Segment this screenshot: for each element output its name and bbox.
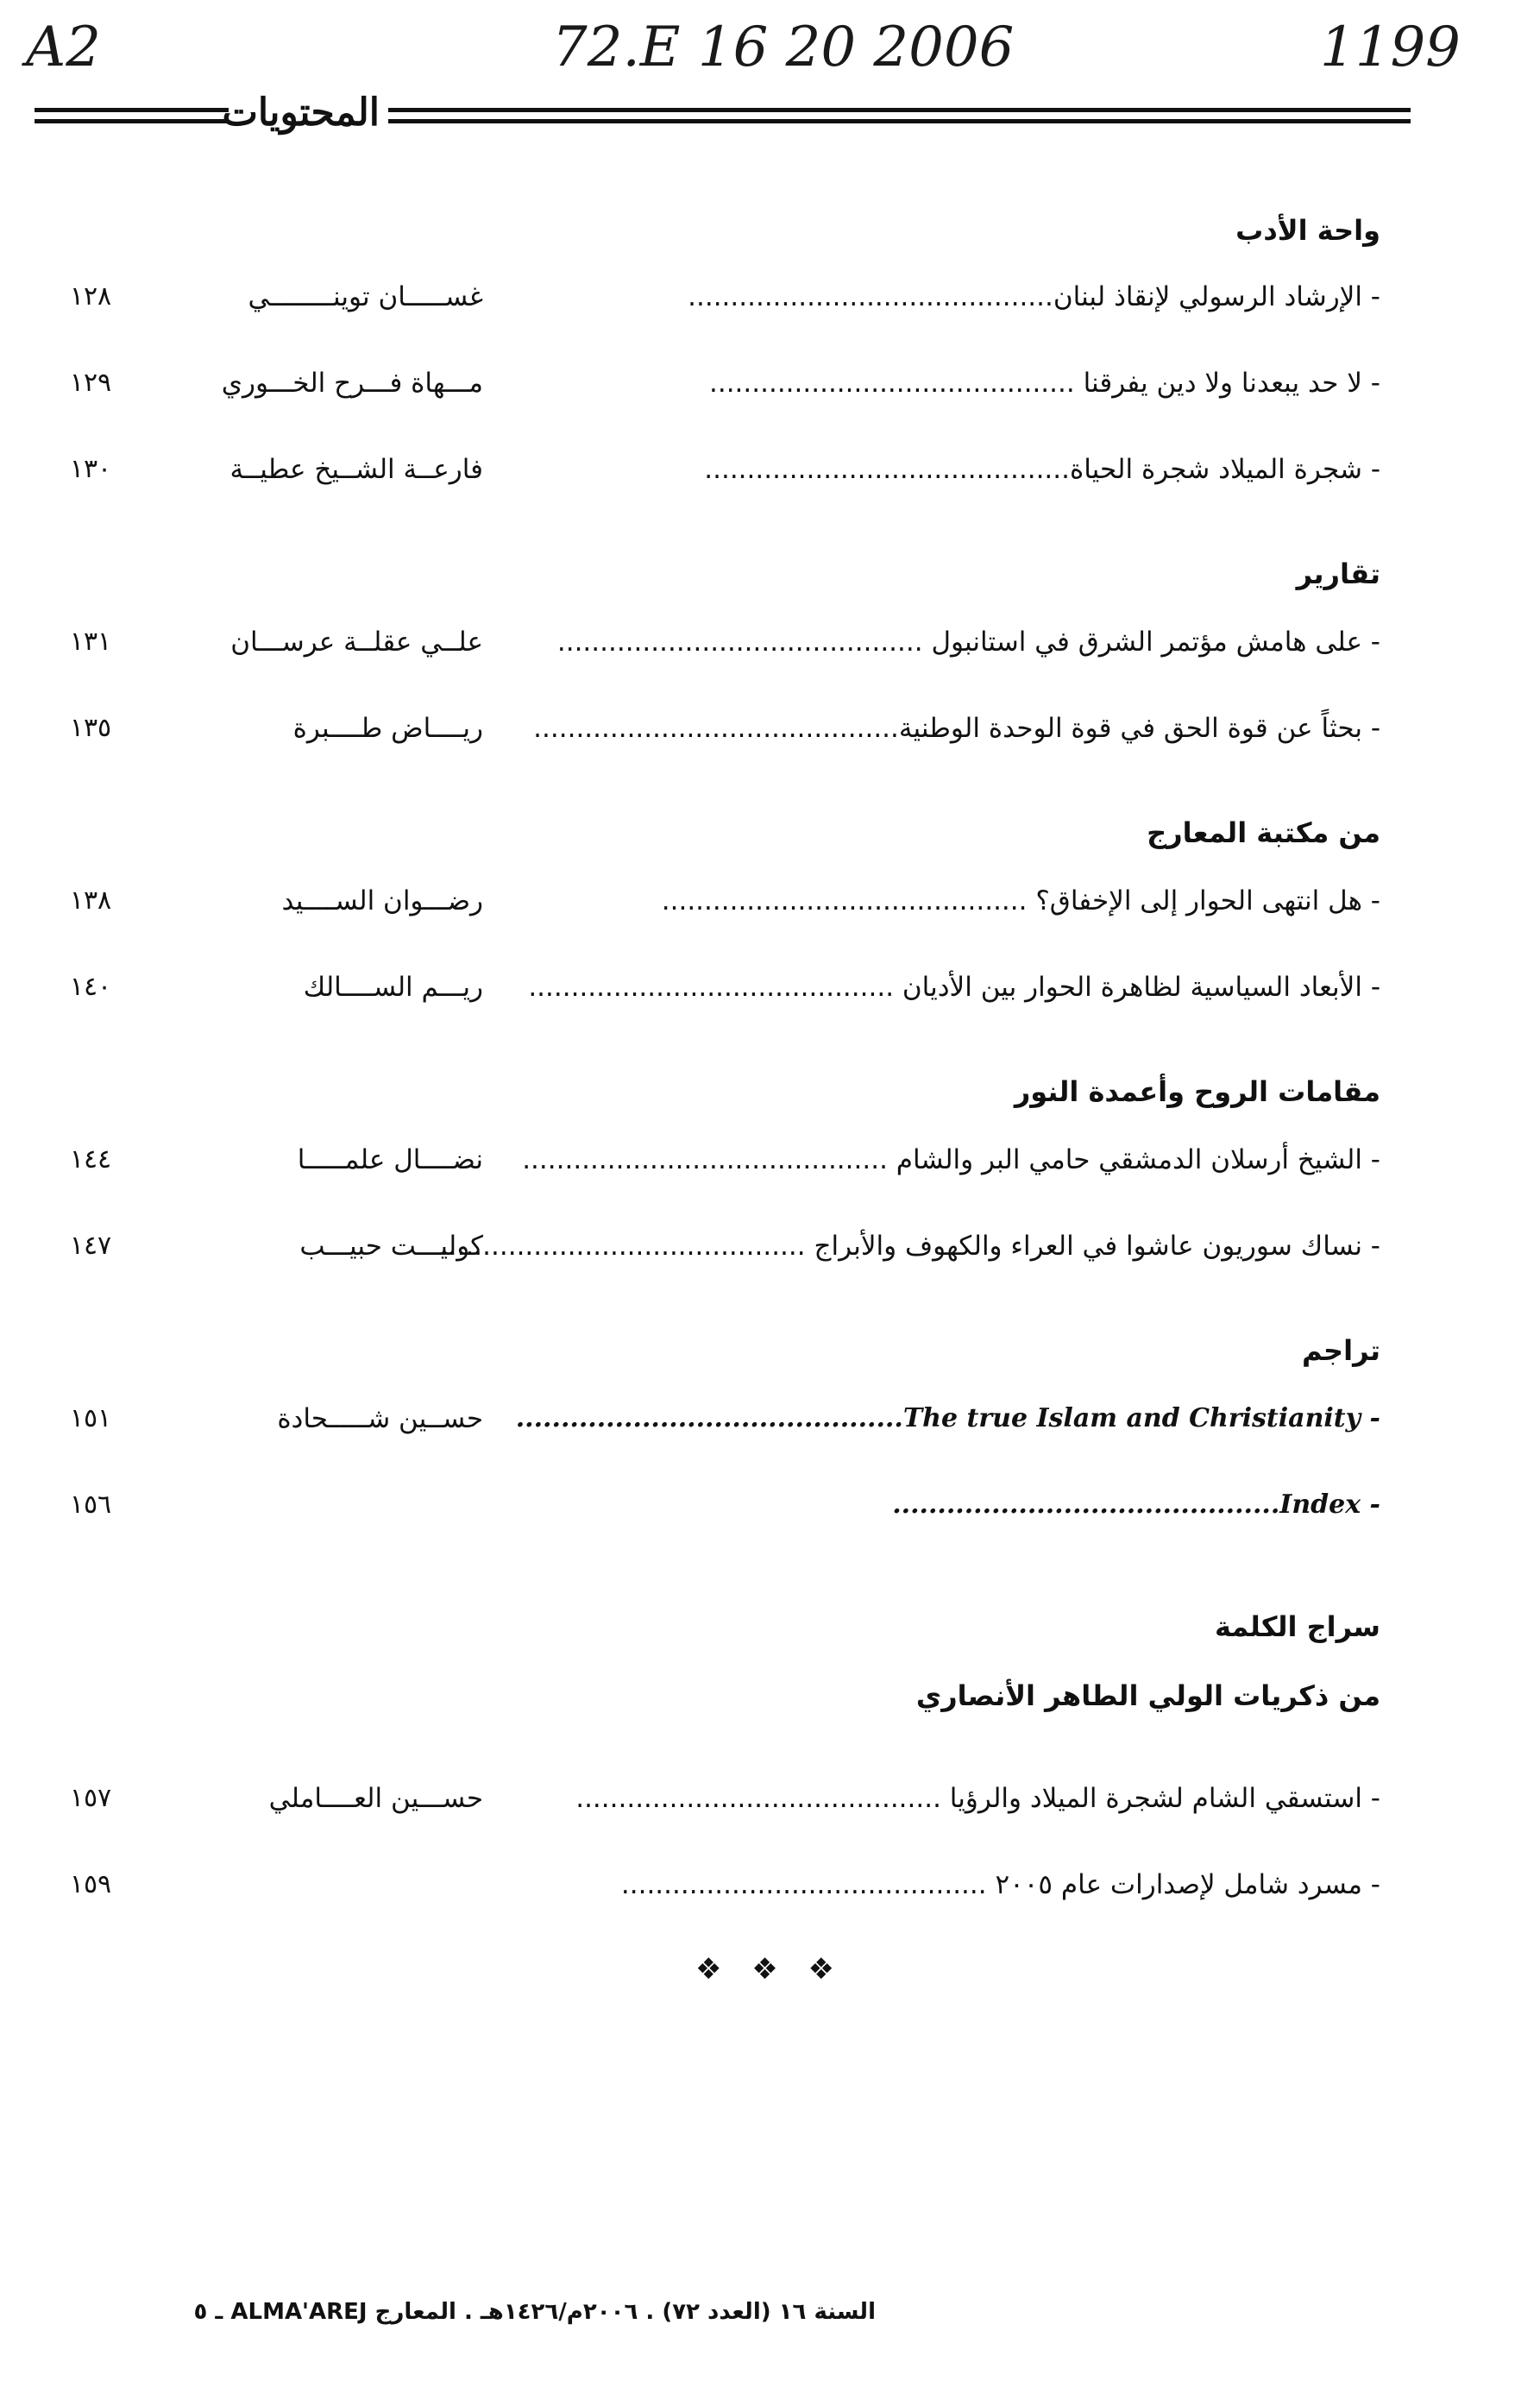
section-title: مقامات الروح وأعمدة النور: [1014, 1075, 1380, 1108]
entry-title: - لا حد يبعدنا ولا دين يفرقنا ...........................................: [709, 368, 1380, 399]
header-rule-right: [388, 108, 1411, 123]
entry-title: - The true Islam and Christianity...........................................: [515, 1403, 1380, 1433]
toc-entry[interactable]: [0, 627, 1540, 670]
entry-author: ريـــم الســــالك: [303, 972, 483, 1003]
subsection-title: من ذكريات الولي الطاهر الأنصاري: [915, 1679, 1380, 1712]
entry-author: ريــــاض طــــبرة: [292, 713, 483, 744]
section-title: تقارير: [1296, 557, 1380, 590]
entry-title: - بحثاً عن قوة الحق في قوة الوحدة الوطنية...........................................: [533, 713, 1380, 744]
toc-entry[interactable]: [0, 1783, 1540, 1826]
entry-author: مـــهاة فـــرح الخـــوري: [221, 368, 483, 399]
entry-title: - مسرد شامل لإصدارات عام ٢٠٠٥ ...........................................: [620, 1869, 1380, 1900]
entry-page-number: ١٢٨: [69, 281, 112, 312]
handwritten-note-left: A2: [26, 16, 101, 79]
entry-page-number: ١٥٧: [69, 1783, 112, 1813]
entry-title: - هل انتهى الحوار إلى الإخفاق؟ ...........................................: [661, 885, 1380, 916]
entry-page-number: ١٤٧: [69, 1231, 112, 1261]
toc-entry[interactable]: [0, 1403, 1540, 1446]
entry-author: حســـين العــــاملي: [268, 1783, 483, 1814]
entry-title: - استسقي الشام لشجرة الميلاد والرؤيا ...........................................: [575, 1783, 1380, 1814]
toc-entry[interactable]: [0, 972, 1540, 1015]
entry-author: رضـــوان الســــيد: [281, 885, 483, 916]
entry-author: فارعــة الشــيخ عطيــة: [229, 454, 483, 485]
entry-title: - الإرشاد الرسولي لإنقاذ لبنان...........................................: [688, 281, 1380, 312]
entry-title: - الشيخ أرسلان الدمشقي حامي البر والشام ...........................................: [522, 1144, 1380, 1175]
entry-author: نضــــال علمـــــا: [297, 1144, 483, 1175]
handwritten-note-right: 1199: [1320, 16, 1461, 79]
entry-page-number: ١٣١: [69, 627, 112, 657]
entry-title: - Index...........................................: [892, 1490, 1380, 1520]
toc-entry[interactable]: [0, 885, 1540, 929]
entry-page-number: ١٥٩: [69, 1869, 112, 1899]
entry-page-number: ١٣٠: [69, 454, 112, 484]
toc-entry[interactable]: [0, 1869, 1540, 1912]
entry-page-number: ١٣٨: [69, 885, 112, 916]
toc-entry[interactable]: [0, 1490, 1540, 1533]
entry-author: حســين شـــــحادة: [277, 1403, 483, 1434]
entry-author: علــي عقلــة عرســـان: [230, 627, 483, 658]
section-title: واحة الأدب: [1235, 214, 1380, 247]
entry-page-number: ١٥١: [69, 1403, 112, 1433]
entry-page-number: ١٤٤: [69, 1144, 112, 1175]
entry-author: غســـــان توينــــــــي: [248, 281, 483, 312]
entry-page-number: ١٥٦: [69, 1490, 112, 1520]
entry-title: - نساك سوريون عاشوا في العراء والكهوف والأبراج ...........................................: [439, 1231, 1380, 1262]
entry-page-number: ١٢٩: [69, 368, 112, 398]
page-title: المحتويات: [222, 91, 380, 135]
ornament-divider: ❖ ❖ ❖: [695, 1952, 845, 1987]
toc-entry[interactable]: [0, 454, 1540, 497]
entry-title: - على هامش مؤتمر الشرق في استانبول ...........................................: [556, 627, 1380, 658]
header-rule-left: [35, 108, 229, 123]
section-title: تراجم: [1301, 1334, 1380, 1367]
entry-page-number: ١٤٠: [69, 972, 112, 1002]
handwritten-note-center: 72.E 16 20 2006: [552, 16, 1015, 79]
toc-entry[interactable]: [0, 281, 1540, 324]
page-footer: السنة ١٦ (العدد ٧٢) . ٢٠٠٦م/١٤٢٦هـ . المعارج ALMA'AREJ ـ ٥: [193, 2299, 876, 2325]
section-title: سراج الكلمة: [1214, 1610, 1380, 1643]
toc-entry[interactable]: [0, 1231, 1540, 1274]
toc-entry[interactable]: [0, 368, 1540, 411]
entry-page-number: ١٣٥: [69, 713, 112, 743]
toc-entry[interactable]: [0, 1144, 1540, 1187]
section-title: من مكتبة المعارج: [1147, 816, 1380, 849]
entry-title: - شجرة الميلاد شجرة الحياة...........................................: [704, 454, 1380, 485]
entry-title: - الأبعاد السياسية لظاهرة الحوار بين الأديان ...........................................: [528, 972, 1380, 1003]
toc-entry[interactable]: [0, 713, 1540, 756]
entry-author: كوليـــت حبيـــب: [299, 1231, 483, 1262]
